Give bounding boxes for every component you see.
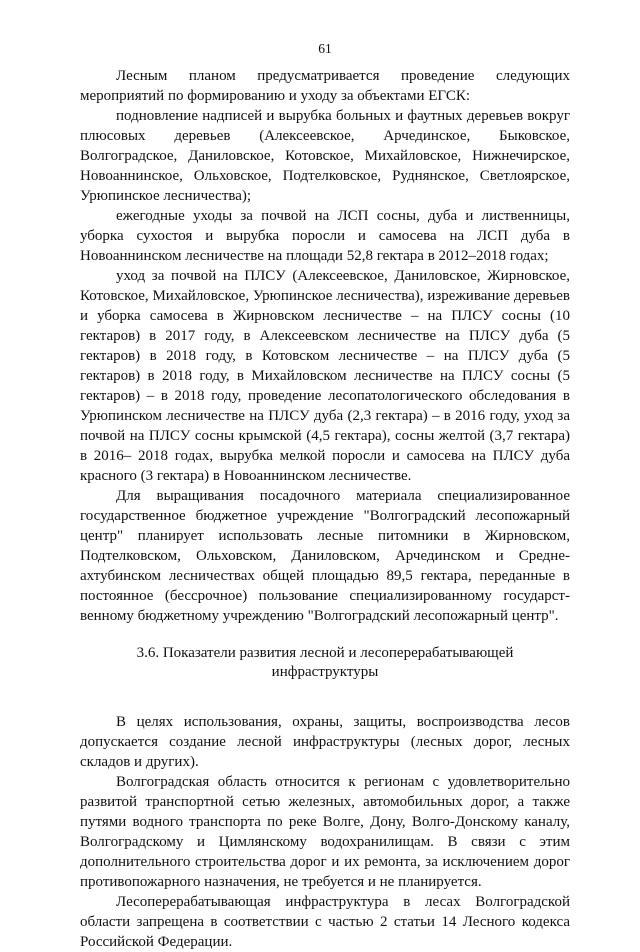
paragraph-infrastructure-creation: В целях использования, охраны, защиты, воспроизводства лесов допускается создание лесной инфраструктуры (лесных дорог, лесных складов и других). xyxy=(80,714,570,770)
section-heading: 3.6. Показатели развития лесной и лесоперерабатывающей инфраструктуры xyxy=(136,645,514,680)
paragraph-processing-ban: Лесоперерабатывающая инфраструктура в лесах Волгоградской области запрещена в соответствии с частью 2 статьи 14 Лесного кодекса Российской Федерации. xyxy=(80,894,570,950)
document-page xyxy=(80,40,570,952)
paragraph-transport-network: Волгоградская область относится к регионам с удовлетворительно развитой транспортной сетью железных, автомобильных дорог, а также путями водного транспорта по реке Волге, Дону, Волго-Донскому каналу, Волгоградскому и Цимлянскому водохранилищам. В связи с этим дополнительного строительства дорог и их ремонта, за исключением дорог противопожарного назначения, не требуется и не планируется. xyxy=(80,774,570,890)
paragraph-forest-plan-intro: Лесным планом предусматривается проведение следующих мероприятий по формированию и уходу за объектами ЕГСК: xyxy=(80,68,570,104)
paragraph-annual-care: ежегодные уходы за почвой на ЛСП сосны, дуба и лиственницы, уборка сухостоя и вырубка поросли и самосева на ЛСП дуба в Новоаннинском лесничестве на площади 52,8 гектара в 2012–2018 годах; xyxy=(80,208,570,264)
page-number: 61 xyxy=(318,41,332,56)
paragraph-nurseries: Для выращивания посадочного материала специализированное государственное бюджетное учреждение "Волгоградский лесопожарный центр" планирует использовать лесные питомники в Жирновском, Подтелковском, Ольховском, Даниловском, Арчединском и Среднеахтубинском лесничествах общей площадью 89,5 гектара, переданные в постоянное (бессрочное) пользование специализированному государственному бюджетному учреждению "Волгоградский лесопожарный центр". xyxy=(80,488,570,624)
paragraph-plus-trees: подновление надписей и вырубка больных и фаутных деревьев вокруг плюсовых деревьев (Алексеевское, Арчединское, Быковское, Волгоградское, Даниловское, Котовское, Михайловское, Нижнечирское, Новоаннинское, Ольховское, Подтелковское, Руднянское, Светлоярское, Урюпинское лесничества); xyxy=(80,108,570,204)
paragraph-plsu-care: уход за почвой на ПЛСУ (Алексеевское, Даниловское, Жирновское, Котовское, Михайловское, Урюпинское лесничества), изреживание деревьев и уборка самосева в Жирновском лесничестве – на ПЛСУ сосны (10 гектаров) в 2017 году, в Алексеевском лесничестве на ПЛСУ дуба (5 гектаров) в 2018 году, в Котовском лесничестве – на ПЛСУ дуба (5 гектаров) в 2018 году, в Михайловском лесничестве на ПЛСУ сосны (5 гектаров) – в 2018 году, проведение лесопатологического обследования в Урюпинском лесничестве на ПЛСУ дуба (2,3 гектара) – в 2016 году, уход за почвой на ПЛСУ сосны крымской (4,5 гектара), сосны желтой (3,7 гектара) в 2016– 2018 годах, вырубка мелкой поросли и самосева на ПЛСУ дуба красного (3 гектара) в Новоаннинском лесничестве. xyxy=(80,268,570,484)
